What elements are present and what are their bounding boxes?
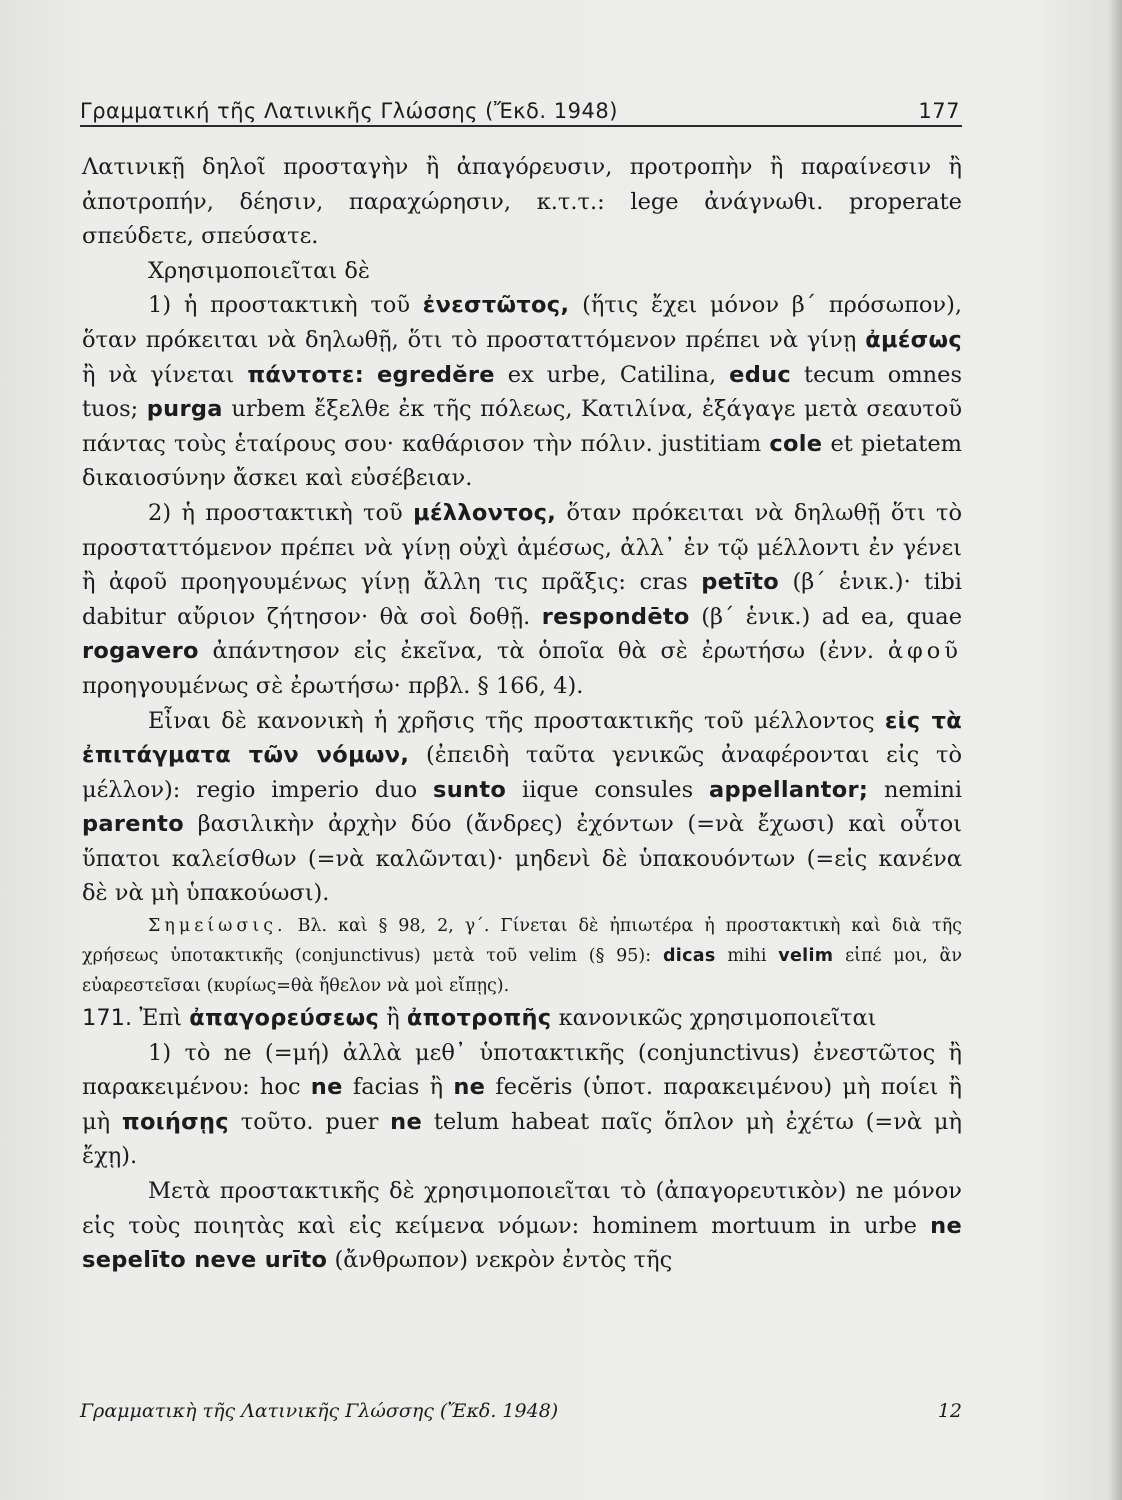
- bold-term: ἀμέσως: [865, 326, 962, 353]
- text-run: Μετὰ προστακτικῆς δὲ χρησιμοποιεῖται τὸ (ἀπαγορευτικὸν) ne μόνον εἰς τοὺς ποιητὰς καὶ εἰς κείμενα νόμων: hominem mortuum in urbe: [82, 1178, 962, 1239]
- page-edge-shadow: [1108, 0, 1122, 1500]
- bold-term: sunto: [433, 776, 507, 803]
- text-run: 1) ἡ προστακτικὴ τοῦ: [148, 292, 410, 319]
- bold-term: parento: [82, 811, 184, 838]
- body-text: [82, 150, 962, 1278]
- bold-term: egredĕre: [376, 361, 495, 388]
- bold-term: ne sepelīto neve urīto: [82, 1212, 963, 1274]
- text-run: Βλ. καὶ § 98, 2, γ΄. Γίνεται δὲ ἠπιωτέρα ἡ προστακτικὴ καὶ διὰ τῆς χρήσεως ὑποτακτικῆς (conjunctivus) μετὰ τοῦ velim (§ 95):: [82, 916, 962, 967]
- text-run: προηγουμένως σὲ ἐρωτήσω· πρβλ. § 166, 4).: [82, 672, 584, 699]
- text-run: (β΄ ἑνικ.)· tibi dabitur αὔριον ζήτησον· θὰ σοὶ δοθῇ.: [82, 569, 963, 630]
- text-run: ex urbe, Catilina,: [507, 361, 717, 388]
- text-run: κανονικῶς χρησιμοποιεῖται: [558, 1005, 877, 1032]
- paragraph-future-imperative: [82, 496, 962, 704]
- text-run: mihi: [727, 946, 767, 967]
- bold-term: dicas: [662, 946, 716, 967]
- text-run: iique consules: [522, 776, 694, 803]
- bold-term: ne: [453, 1074, 486, 1101]
- header-rule: [80, 125, 962, 127]
- bold-term: cole: [769, 430, 823, 457]
- bold-term: ne: [310, 1074, 343, 1101]
- bold-term: ἀποτροπῆς: [406, 1005, 552, 1032]
- section-171: [82, 1001, 962, 1036]
- bold-term: ne: [390, 1108, 423, 1135]
- text-run: ἀπάντησον εἰς ἐκεῖνα, τὰ ὁποῖα θὰ σὲ ἐρωτήσω (ἐνν.: [212, 638, 875, 665]
- running-title: Γραμματική τῆς Λατινικῆς Γλώσσης (Ἔκδ. 1948): [80, 99, 618, 123]
- paragraph-ne-imperative: [82, 1174, 962, 1278]
- text-run: 2) ἡ προστακτικὴ τοῦ: [148, 499, 403, 526]
- text-run: Εἶναι δὲ κανονικὴ ἡ χρῆσις τῆς προστακτικῆς τοῦ μέλλοντος: [148, 707, 875, 734]
- text-run: ἀφοῦ: [887, 638, 962, 665]
- text-run: (ἄνθρωπον) νεκρὸν ἐντὸς τῆς: [334, 1247, 673, 1274]
- paragraph-intro: Λατινικῇ δηλοῖ προσταγὴν ἢ ἀπαγόρευσιν, προτροπὴν ἢ παραίνεσιν ἢ ἀποτροπήν, δέησιν, παραχώρησιν, κ.τ.τ.: lege ἀνάγνωθι. properate σπεύδετε, σπεύσατε.: [82, 154, 962, 250]
- note-label: Σημείωσις.: [148, 916, 287, 937]
- bold-term: petīto: [701, 569, 780, 596]
- paragraph-laws: [82, 704, 962, 912]
- text-run: τοῦτο. puer: [240, 1108, 379, 1135]
- text-run: fecĕris (ὑποτ. παρακειμένου) μὴ ποίει ἢ μὴ: [82, 1074, 963, 1135]
- bold-term: respondēto: [541, 603, 690, 630]
- bold-term: ποιήσῃς: [121, 1108, 229, 1135]
- text-run: (ἥτις ἔχει μόνον β΄ πρόσωπον), ὅταν πρόκειται νὰ δηλωθῇ, ὅτι τὸ προσταττόμενον πρέπει νὰ γίνῃ: [82, 292, 963, 353]
- paragraph-ne-subjunctive: [82, 1036, 962, 1174]
- paragraph-present-imperative: [82, 288, 962, 496]
- text-run: facias ἢ: [352, 1074, 444, 1101]
- page-number: 177: [918, 99, 960, 123]
- bold-term: ἀπαγορεύσεως: [189, 1005, 380, 1032]
- bold-term: educ: [729, 361, 792, 388]
- note-paragraph: [82, 911, 962, 1001]
- text-run: ἢ: [386, 1005, 400, 1032]
- text-run: βασιλικὴν ἀρχὴν δύο (ἄνδρες) ἐχόντων (=νὰ ἔχωσι) καὶ οὗτοι ὕπατοι καλείσθων (=νὰ καλῶνται)· μηδενὶ δὲ ὑπακουόντων (=εἰς κανένα δὲ νὰ μὴ ὑπακούωσι).: [82, 811, 962, 907]
- signature-title: Γραμματικὴ τῆς Λατινικῆς Γλώσσης (Ἔκδ. 1948): [80, 1400, 559, 1422]
- text-run: urbem ἔξελθε ἐκ τῆς πόλεως, Κατιλίνα, ἐξάγαγε μετὰ σεαυτοῦ πάντας τοὺς ἑταίρους σου· καθάρισον τὴν πόλιν. justitiam: [82, 396, 962, 457]
- paragraph-usage: Χρησιμοποιεῖται δὲ: [148, 257, 370, 284]
- term-future: μέλλοντος,: [413, 499, 557, 526]
- text-run: Ἐπὶ: [139, 1005, 183, 1032]
- text-run: ἢ νὰ γίνεται: [82, 361, 235, 388]
- text-run: et pietatem δικαιοσύνην ἄσκει καὶ εὐσέβειαν.: [82, 430, 962, 492]
- term-present: ἐνεστῶτος,: [422, 292, 570, 319]
- signature-footer: [80, 1396, 962, 1426]
- text-run: ὅταν πρόκειται νὰ δηλωθῇ ὅτι τὸ προσταττόμενον πρέπει νὰ γίνῃ οὐχὶ ἀμέσως, ἀλλ᾽ ἐν τῷ μέλλοντι ἐν γένει ἢ ἀφοῦ προηγουμένως γίνῃ ἄλλη τις πρᾶξις: cras: [82, 499, 963, 596]
- text-run: 1) τὸ ne (=μή) ἀλλὰ μεθ᾽ ὑποτακτικῆς (conjunctivus) ἐνεστῶτος ἢ παρακειμένου: hoc: [82, 1039, 962, 1101]
- text-run: tecum omnes tuos;: [82, 361, 963, 423]
- running-header: [80, 89, 960, 123]
- bold-term: rogavero: [82, 638, 199, 665]
- text-run: telum habeat παῖς ὅπλον μὴ ἐχέτω (=νὰ μὴ ἔχῃ).: [82, 1108, 963, 1170]
- text-run: nemini: [883, 776, 963, 803]
- text-run: (β΄ ἑνικ.) ad ea, quae: [701, 603, 963, 630]
- bold-term: purga: [146, 396, 223, 423]
- bold-term: velim: [778, 946, 834, 967]
- bold-term: πάντοτε:: [247, 361, 364, 388]
- bold-term: appellantor;: [708, 776, 869, 803]
- section-number: 171.: [82, 1005, 133, 1032]
- text-run: (ἐπειδὴ ταῦτα γενικῶς ἀναφέρονται εἰς τὸ μέλλον): regio imperio duo: [82, 742, 963, 803]
- bold-term: εἰς τὰ ἐπιτάγματα τῶν νόμων,: [82, 707, 963, 769]
- signature-number: 12: [937, 1400, 962, 1422]
- text-run: εἰπέ μοι, ἂν εὐαρεστεῖσαι (κυρίως=θὰ ἤθελον νὰ μοὶ εἴπῃς).: [82, 946, 962, 997]
